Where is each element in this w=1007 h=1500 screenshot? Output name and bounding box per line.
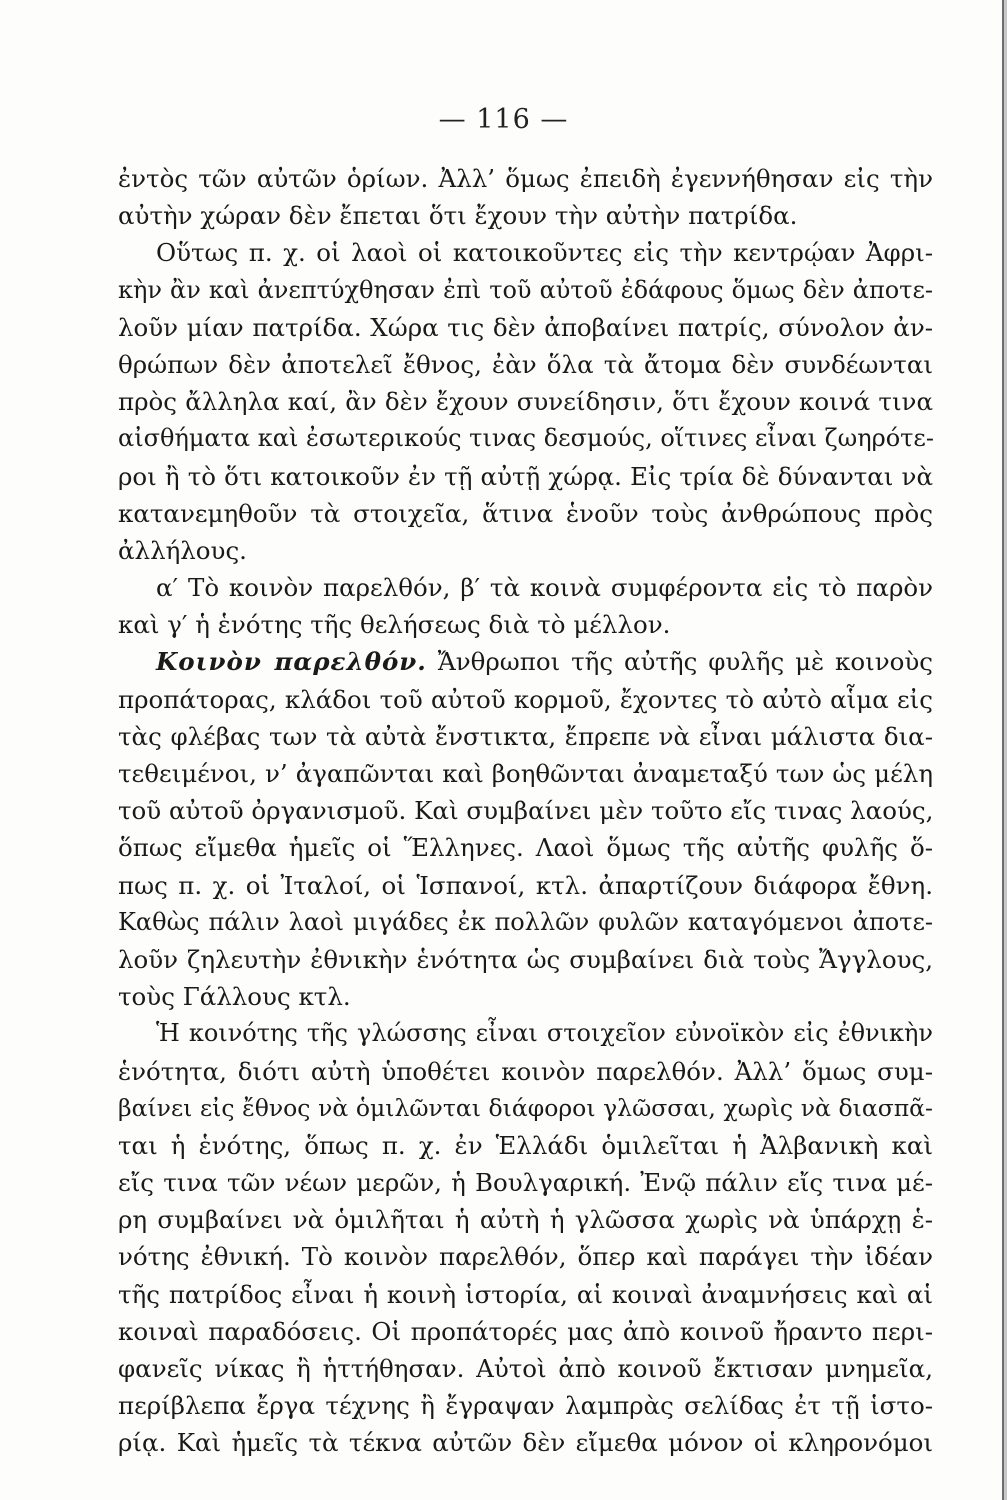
text-line: ἑνότητα, διότι αὐτὴ ὑποθέτει κοινὸν παρελθόν. Ἀλλ’ ὅμως συμ-: [118, 1056, 933, 1086]
text-line: τὰς φλέβας των τὰ αὐτὰ ἔνστικτα, ἔπρεπε νὰ εἶναι μάλιστα δια-: [118, 721, 933, 751]
text-line: αἰσθήματα καὶ ἐσωτερικούς τινας δεσμούς, οἵτινες εἶναι ζωηρότε-: [118, 424, 934, 453]
text-line: ρίᾳ. Καὶ ἡμεῖς τὰ τέκνα αὐτῶν δὲν εἴμεθα μόνον οἱ κληρονόμοι: [118, 1428, 933, 1458]
text-line: κοιναὶ παραδόσεις. Οἱ προπάτορές μας ἀπὸ κοινοῦ ἤραντο περι-: [118, 1316, 933, 1346]
text-line: τεθειμένοι, ν’ ἀγαπῶνται καὶ βοηθῶνται ἀναμεταξύ των ὡς μέλη: [118, 759, 933, 788]
text-line: θρώπων δὲν ἀποτελεῖ ἔθνος, ἐὰν ὅλα τὰ ἄτομα δὲν συνδέωνται: [118, 349, 933, 379]
text-line: πως π. χ. οἱ Ἰταλοί, οἱ Ἱσπανοί, κτλ. ἀπαρτίζουν διάφορα ἔθνη.: [118, 870, 933, 900]
body-text: [118, 160, 933, 1462]
text-line: Οὕτως π. χ. οἱ λαοὶ οἱ κατοικοῦντες εἰς τὴν κεντρῴαν Ἀφρι-: [156, 238, 933, 268]
text-line: ἀλλήλους.: [118, 535, 247, 565]
text-line: τοῦ αὐτοῦ ὀργανισμοῦ. Καὶ συμβαίνει μὲν τοῦτο εἴς τινας λαούς,: [118, 796, 934, 826]
text-line: α′ Τὸ κοινὸν παρελθόν, β′ τὰ κοινὰ συμφέροντα εἰς τὸ παρὸν: [156, 573, 933, 603]
text-line: βαίνει εἰς ἔθνος νὰ ὁμιλῶνται διάφοροι γλῶσσαι, χωρὶς νὰ διασπᾶ-: [118, 1093, 933, 1122]
text-line: Ἡ κοινότης τῆς γλώσσης εἶναι στοιχεῖον εὐνοϊκὸν εἰς ἐθνικὴν: [156, 1019, 933, 1048]
heading-line-text: Ἄνθρωποι τῆς αὐτῆς φυλῆς μὲ κοινοὺς: [437, 647, 933, 677]
text-line: τοὺς Γάλλους κτλ.: [118, 982, 351, 1012]
text-line: αὐτὴν χώραν δὲν ἔπεται ὅτι ἔχουν τὴν αὐτὴν πατρίδα.: [118, 201, 798, 231]
text-line: ροι ἢ τὸ ὅτι κατοικοῦν ἐν τῇ αὐτῇ χώρᾳ. Εἰς τρία δὲ δύνανται νὰ: [118, 461, 933, 491]
text-line-with-heading: [118, 643, 933, 680]
text-line: λοῦν μίαν πατρίδα. Χώρα τις δὲν ἀποβαίνει πατρίς, σύνολον ἀν-: [118, 312, 933, 342]
text-line: Καθὼς πάλιν λαοὶ μιγάδες ἐκ πολλῶν φυλῶν καταγόμενοι ἀποτε-: [118, 907, 933, 936]
text-line: κὴν ἂν καὶ ἀνεπτύχθησαν ἐπὶ τοῦ αὐτοῦ ἐδάφους ὅμως δὲν ἀποτε-: [118, 275, 933, 304]
text-line: ἐντὸς τῶν αὐτῶν ὁρίων. Ἀλλ’ ὅμως ἐπειδὴ ἐγεννήθησαν εἰς τὴν: [118, 164, 933, 193]
page-edge-line: [1002, 0, 1004, 1500]
text-line: προπάτορας, κλάδοι τοῦ αὐτοῦ κορμοῦ, ἔχοντες τὸ αὐτὸ αἷμα εἰς: [118, 684, 933, 714]
text-line: πρὸς ἄλληλα καί, ἂν δὲν ἔχουν συνείδησιν, ὅτι ἔχουν κοινά τινα: [118, 387, 933, 417]
page-number: — 116 —: [438, 104, 569, 135]
text-line: καὶ γ′ ἡ ἑνότης τῆς θελήσεως διὰ τὸ μέλλον.: [118, 610, 671, 640]
text-line: φανεῖς νίκας ἢ ἡττήθησαν. Αὐτοὶ ἀπὸ κοινοῦ ἔκτισαν μνημεῖα,: [118, 1354, 933, 1383]
text-line: νότης ἐθνική. Τὸ κοινὸν παρελθόν, ὅπερ καὶ παράγει τὴν ἰδέαν: [118, 1242, 933, 1272]
text-line: κατανεμηθοῦν τὰ στοιχεῖα, ἅτινα ἑνοῦν τοὺς ἀνθρώπους πρὸς: [118, 498, 933, 528]
text-line: ται ἡ ἑνότης, ὅπως π. χ. ἐν Ἑλλάδι ὁμιλεῖται ἡ Ἀλβανικὴ καὶ: [118, 1130, 933, 1160]
section-heading: Κοινὸν παρελθόν.: [156, 647, 427, 677]
text-line: ρη συμβαίνει νὰ ὁμιλῆται ἡ αὐτὴ ἡ γλῶσσα χωρὶς νὰ ὑπάρχῃ ἑ-: [118, 1205, 933, 1235]
text-line: τῆς πατρίδος εἶναι ἡ κοινὴ ἱστορία, αἱ κοιναὶ ἀναμνήσεις καὶ αἱ: [118, 1279, 933, 1309]
text-line: ὅπως εἴμεθα ἡμεῖς οἱ Ἕλληνες. Λαοὶ ὅμως τῆς αὐτῆς φυλῆς ὅ-: [118, 833, 933, 863]
text-line: εἴς τινα τῶν νέων μερῶν, ἡ Βουλγαρική. Ἐνῷ πάλιν εἴς τινα μέ-: [118, 1168, 933, 1198]
text-line: λοῦν ζηλευτὴν ἐθνικὴν ἑνότητα ὡς συμβαίνει διὰ τοὺς Ἄγγλους,: [118, 944, 933, 974]
text-line: περίβλεπα ἔργα τέχνης ἢ ἔγραψαν λαμπρὰς σελίδας ἐτ τῇ ἱστο-: [118, 1391, 933, 1421]
